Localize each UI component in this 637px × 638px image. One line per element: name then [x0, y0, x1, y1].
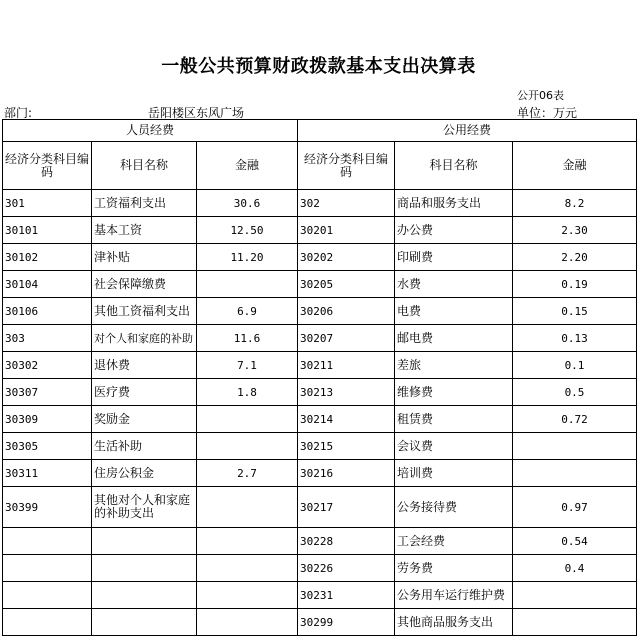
- left-code-cell: 30102: [3, 244, 92, 271]
- table-row: [3, 325, 637, 352]
- left-amount-header: 金融: [197, 142, 298, 190]
- left-name-header: 科目名称: [92, 142, 197, 190]
- right-code-cell: 30201: [298, 217, 395, 244]
- table-row: [3, 487, 637, 528]
- left-amount-cell: 30.6: [197, 190, 298, 217]
- right-name-cell: 公务接待费: [395, 487, 513, 528]
- right-amount-cell: 0.19: [513, 271, 637, 298]
- right-code-cell: 30213: [298, 379, 395, 406]
- left-name-cell: 社会保障缴费: [92, 271, 197, 298]
- right-name-cell: 租赁费: [395, 406, 513, 433]
- left-amount-cell: 2.7: [197, 460, 298, 487]
- left-name-cell: 医疗费: [92, 379, 197, 406]
- left-name-cell: 生活补助: [92, 433, 197, 460]
- left-name-cell: [92, 609, 197, 636]
- table-row: [3, 555, 637, 582]
- right-amount-cell: 2.20: [513, 244, 637, 271]
- left-code-cell: 30302: [3, 352, 92, 379]
- right-name-cell: 办公费: [395, 217, 513, 244]
- right-name-cell: 电费: [395, 298, 513, 325]
- table-row: [3, 352, 637, 379]
- right-code-cell: 30217: [298, 487, 395, 528]
- left-amount-cell: 12.50: [197, 217, 298, 244]
- left-code-cell: 30309: [3, 406, 92, 433]
- unit-label: 单位：万元: [517, 106, 578, 120]
- table-row: [3, 190, 637, 217]
- left-code-header: 经济分类科目编码: [3, 142, 92, 190]
- right-code-cell: 30211: [298, 352, 395, 379]
- right-code-cell: 302: [298, 190, 395, 217]
- right-amount-header: 金融: [513, 142, 637, 190]
- left-name-cell: 奖励金: [92, 406, 197, 433]
- right-code-cell: 30205: [298, 271, 395, 298]
- right-name-cell: 维修费: [395, 379, 513, 406]
- right-code-cell: 30215: [298, 433, 395, 460]
- right-code-cell: 30216: [298, 460, 395, 487]
- left-code-cell: [3, 555, 92, 582]
- right-name-cell: 印刷费: [395, 244, 513, 271]
- left-code-cell: [3, 609, 92, 636]
- table-row: [3, 217, 637, 244]
- expenditure-table: [2, 119, 637, 636]
- right-name-cell: 公务用车运行维护费: [395, 582, 513, 609]
- right-amount-cell: [513, 460, 637, 487]
- right-code-cell: 30207: [298, 325, 395, 352]
- table-row: [3, 244, 637, 271]
- table-row: [3, 271, 637, 298]
- left-amount-cell: [197, 528, 298, 555]
- left-amount-cell: 1.8: [197, 379, 298, 406]
- right-amount-cell: 0.97: [513, 487, 637, 528]
- left-name-cell: 工资福利支出: [92, 190, 197, 217]
- left-code-cell: 30104: [3, 271, 92, 298]
- personnel-section-header: 人员经费: [3, 120, 298, 142]
- right-name-cell: 水费: [395, 271, 513, 298]
- table-row: [3, 582, 637, 609]
- left-amount-cell: 7.1: [197, 352, 298, 379]
- right-name-cell: 邮电费: [395, 325, 513, 352]
- right-amount-cell: 0.15: [513, 298, 637, 325]
- left-code-cell: 303: [3, 325, 92, 352]
- left-name-cell: 对个人和家庭的补助: [92, 325, 197, 352]
- table-row: [3, 609, 637, 636]
- left-name-cell: [92, 582, 197, 609]
- right-code-cell: 30228: [298, 528, 395, 555]
- department-label: 部门:: [4, 106, 33, 120]
- left-name-cell: 其他工资福利支出: [92, 298, 197, 325]
- section-header-row: [3, 120, 637, 142]
- left-amount-cell: 6.9: [197, 298, 298, 325]
- right-amount-cell: 0.1: [513, 352, 637, 379]
- left-code-cell: 30101: [3, 217, 92, 244]
- left-name-cell: 津补贴: [92, 244, 197, 271]
- left-name-cell: 退休费: [92, 352, 197, 379]
- right-name-cell: 劳务费: [395, 555, 513, 582]
- right-name-cell: 培训费: [395, 460, 513, 487]
- table-row: [3, 406, 637, 433]
- left-amount-cell: [197, 609, 298, 636]
- public-section-header: 公用经费: [298, 120, 637, 142]
- left-code-cell: 30311: [3, 460, 92, 487]
- column-header-row: [3, 142, 637, 190]
- left-code-cell: 30106: [3, 298, 92, 325]
- left-amount-cell: [197, 555, 298, 582]
- left-name-cell: 住房公积金: [92, 460, 197, 487]
- table-row: [3, 528, 637, 555]
- right-name-cell: 其他商品服务支出: [395, 609, 513, 636]
- right-amount-cell: 0.13: [513, 325, 637, 352]
- left-name-cell: 基本工资: [92, 217, 197, 244]
- right-name-header: 科目名称: [395, 142, 513, 190]
- left-amount-cell: [197, 582, 298, 609]
- page-title: 一般公共预算财政拨款基本支出决算表: [161, 56, 476, 77]
- right-amount-cell: 0.54: [513, 528, 637, 555]
- left-code-cell: 30399: [3, 487, 92, 528]
- left-code-cell: [3, 528, 92, 555]
- right-code-cell: 30202: [298, 244, 395, 271]
- right-amount-cell: 8.2: [513, 190, 637, 217]
- right-name-cell: 差旅: [395, 352, 513, 379]
- right-amount-cell: [513, 609, 637, 636]
- right-amount-cell: 2.30: [513, 217, 637, 244]
- right-code-header: 经济分类科目编码: [298, 142, 395, 190]
- table-row: [3, 298, 637, 325]
- right-amount-cell: 0.72: [513, 406, 637, 433]
- right-amount-cell: 0.4: [513, 555, 637, 582]
- left-name-cell: [92, 555, 197, 582]
- right-code-cell: 30206: [298, 298, 395, 325]
- left-code-cell: 30307: [3, 379, 92, 406]
- right-amount-cell: [513, 582, 637, 609]
- left-amount-cell: [197, 406, 298, 433]
- left-amount-cell: 11.20: [197, 244, 298, 271]
- right-amount-cell: 0.5: [513, 379, 637, 406]
- left-amount-cell: 11.6: [197, 325, 298, 352]
- left-amount-cell: [197, 433, 298, 460]
- right-code-cell: 30231: [298, 582, 395, 609]
- right-code-cell: 30214: [298, 406, 395, 433]
- right-code-cell: 30299: [298, 609, 395, 636]
- table-row: [3, 460, 637, 487]
- table-row: [3, 379, 637, 406]
- right-name-cell: 工会经费: [395, 528, 513, 555]
- right-code-cell: 30226: [298, 555, 395, 582]
- right-name-cell: 会议费: [395, 433, 513, 460]
- left-amount-cell: [197, 487, 298, 528]
- left-code-cell: 301: [3, 190, 92, 217]
- department-value: 岳阳楼区东风广场: [148, 106, 245, 120]
- table-row: [3, 433, 637, 460]
- form-number: 公开06表: [517, 89, 564, 102]
- left-name-cell: 其他对个人和家庭的补助支出: [92, 487, 197, 528]
- left-code-cell: 30305: [3, 433, 92, 460]
- left-name-cell: [92, 528, 197, 555]
- right-amount-cell: [513, 433, 637, 460]
- right-name-cell: 商品和服务支出: [395, 190, 513, 217]
- left-amount-cell: [197, 271, 298, 298]
- left-code-cell: [3, 582, 92, 609]
